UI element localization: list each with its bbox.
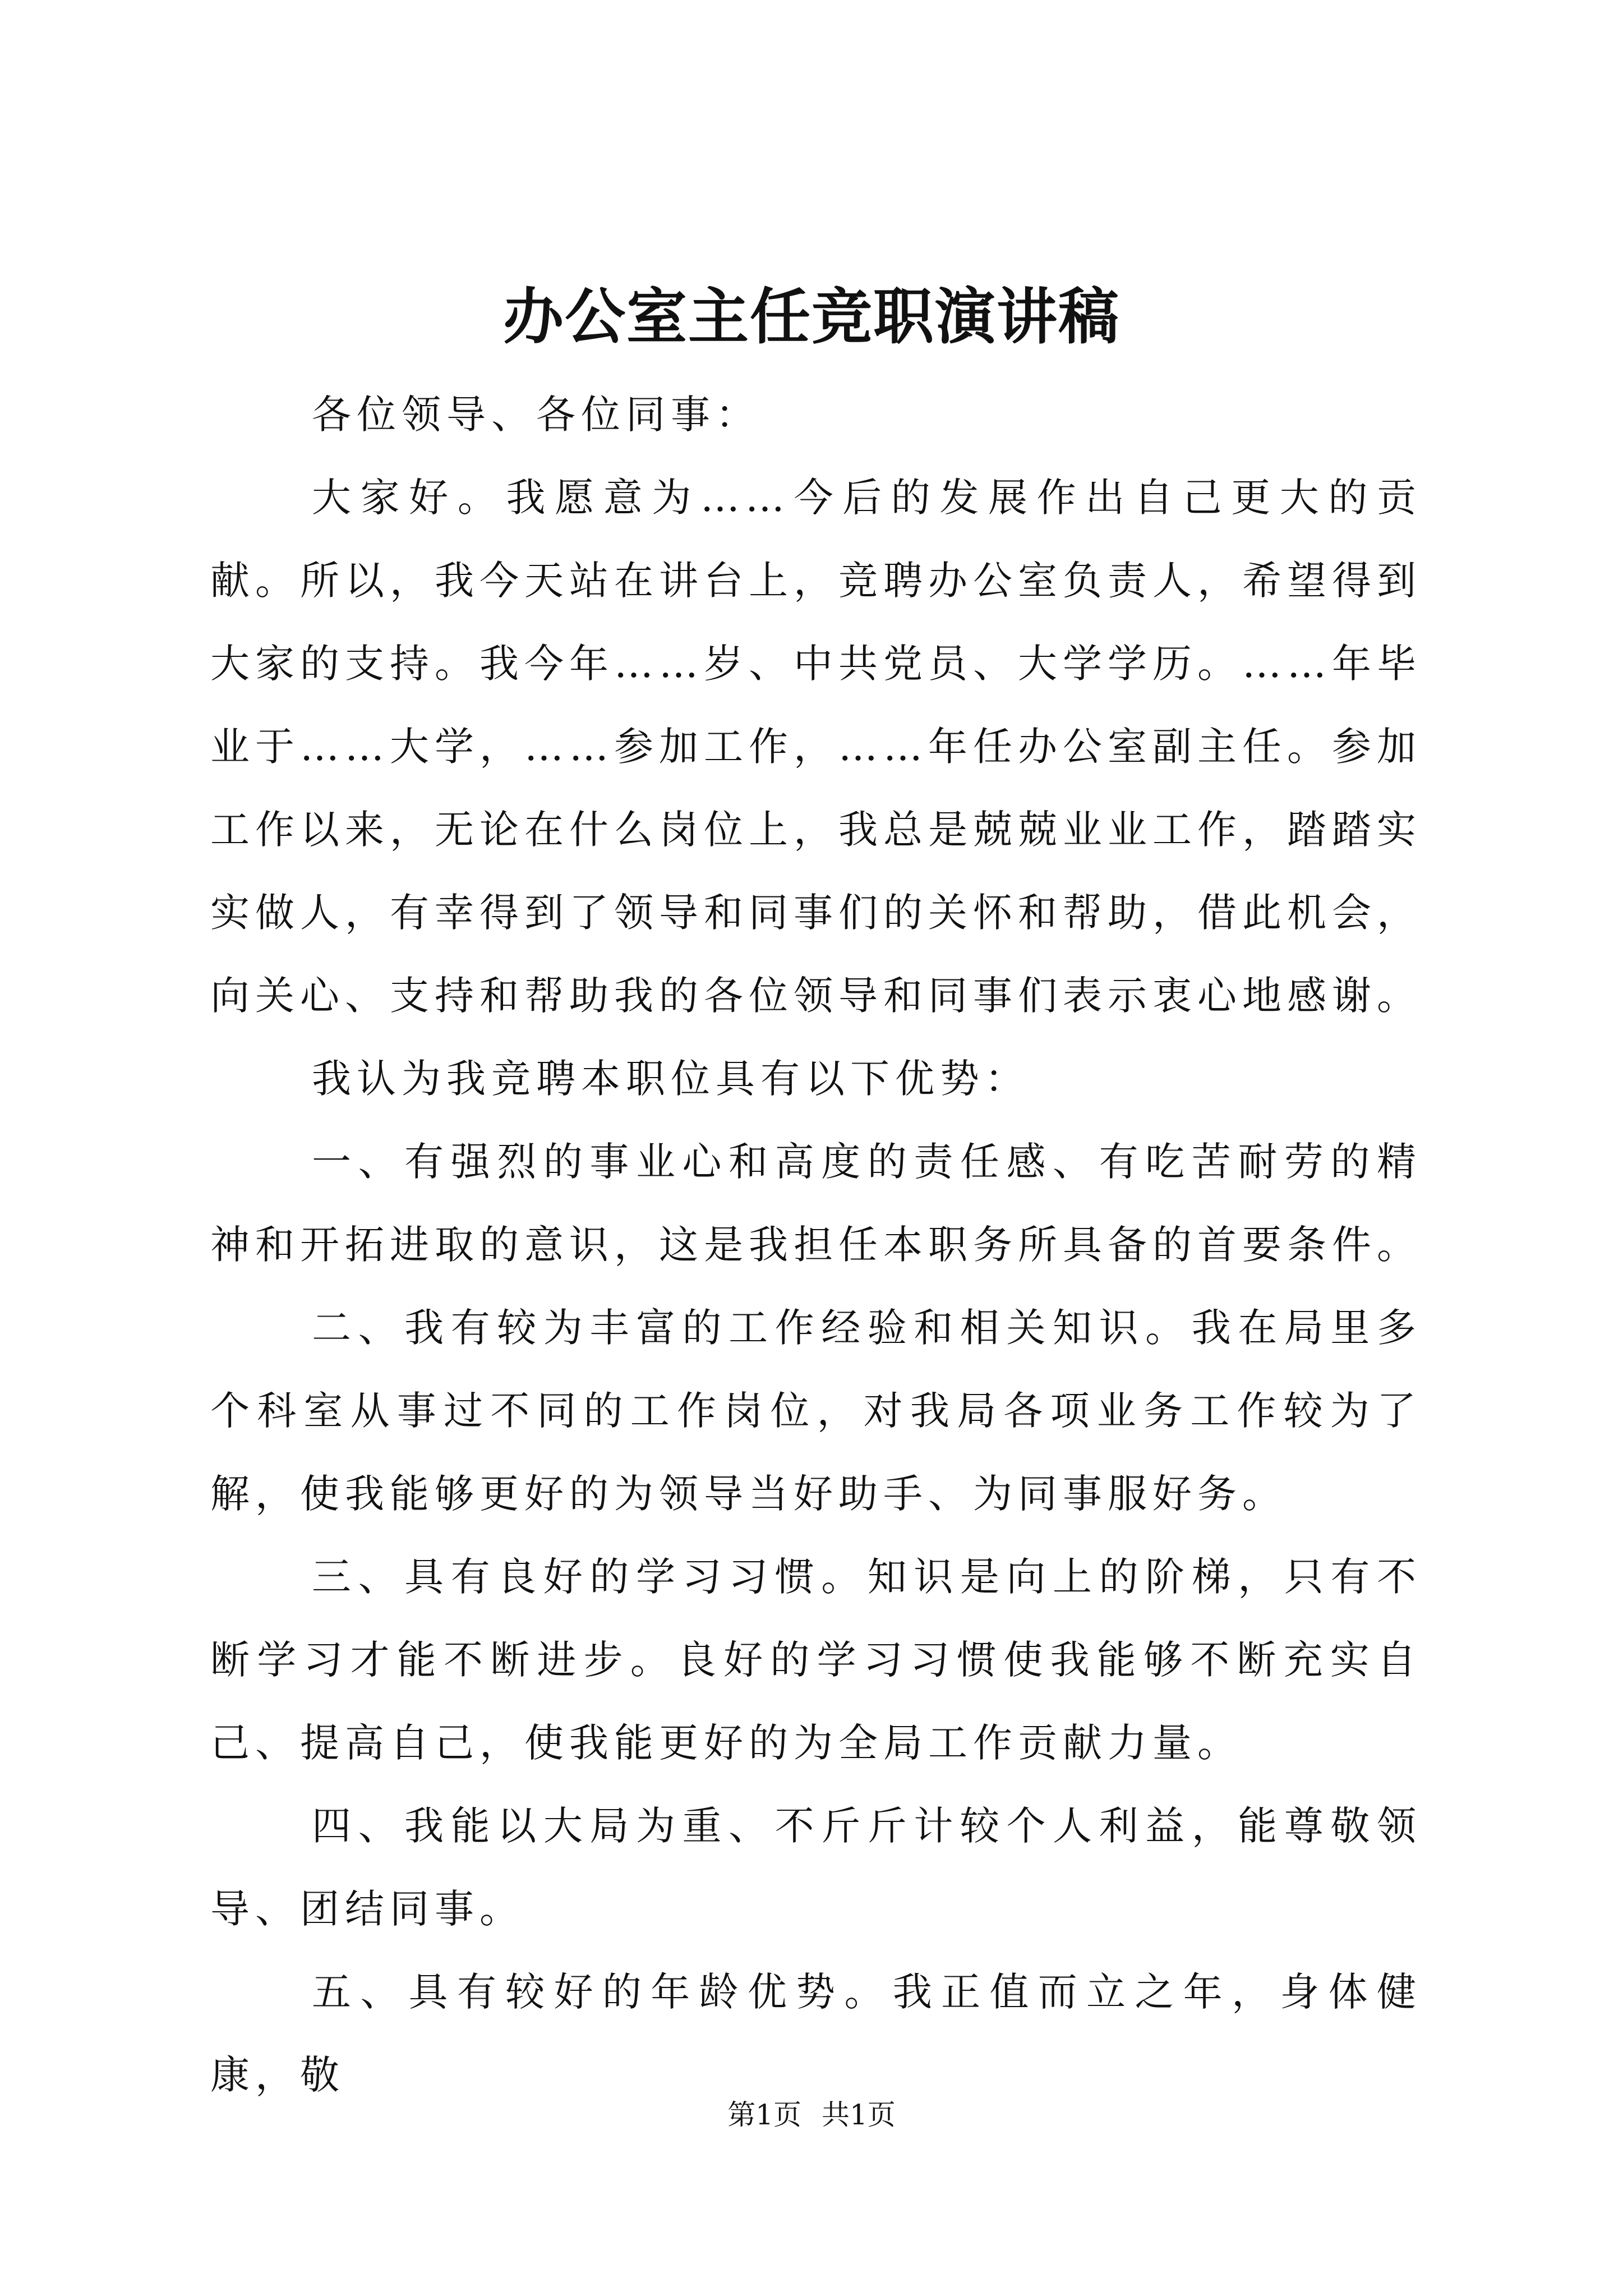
document-title: 办公室主任竞职演讲稿: [502, 282, 1120, 352]
page-footer: [0, 2095, 1623, 2134]
salutation-paragraph: 各位领导、各位同事：: [312, 392, 760, 438]
document-body: [210, 373, 1422, 2116]
advantage-two-paragraph: 二、我有较为丰富的工作经验和相关知识。我在局里多个科室从事过不同的工作岗位，对我局各项业务工作较为了解，使我能够更好的为领导当好助手、为同事服好务。: [210, 1305, 1422, 1517]
page-number-total: 共1页: [822, 2099, 896, 2131]
advantages-intro-paragraph: 我认为我竞聘本职位具有以下优势：: [312, 1056, 1030, 1102]
introduction-paragraph: 大家好。我愿意为……今后的发展作出自己更大的贡献。所以，我今天站在讲台上，竞聘办公室负责人，希望得到大家的支持。我今年……岁、中共党员、大学学历。……年毕业于……大学，……参加工作，……年任办公室副主任。参加工作以来，无论在什么岗位上，我总是兢兢业业工作，踏踏实实做人，有幸得到了领导和同事们的关怀和帮助，借此机会，向关心、支持和帮助我的各位领导和同事们表示衷心地感谢。: [210, 475, 1422, 1019]
advantage-three-paragraph: 三、具有良好的学习习惯。知识是向上的阶梯，只有不断学习才能不断进步。良好的学习习惯使我能够不断充实自己、提高自己，使我能更好的为全局工作贡献力量。: [210, 1554, 1422, 1766]
advantage-four-paragraph: 四、我能以大局为重、不斤斤计较个人利益，能尊敬领导、团结同事。: [210, 1803, 1422, 1932]
advantage-one-paragraph: 一、有强烈的事业心和高度的责任感、有吃苦耐劳的精神和开拓进取的意识，这是我担任本职务所具备的首要条件。: [210, 1139, 1422, 1268]
advantage-five-paragraph: 五、具有较好的年龄优势。我正值而立之年，身体健康，敬: [210, 1969, 1422, 2098]
page-number-current: 第1页: [727, 2099, 801, 2131]
